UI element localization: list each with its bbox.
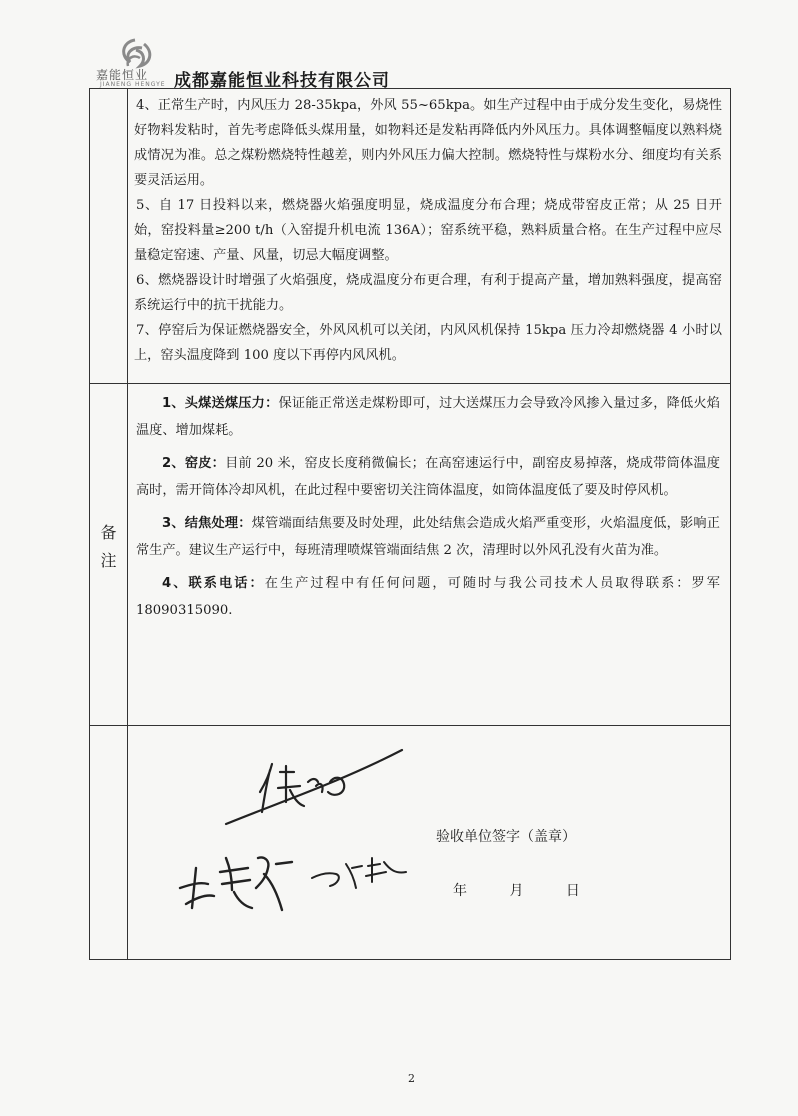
report-table <box>89 88 731 960</box>
remark-1-text: 保证能正常送走煤粉即可，过大送煤压力会导致冷风掺入量过多，降低火焰温度、增加煤耗。 <box>136 396 720 438</box>
note-6: 6、燃烧器设计时增强了火焰强度，烧成温度分布更合理，有利于提高产量，增加熟料强度，提高窑系统运行中的抗干扰能力。 <box>134 273 722 313</box>
remark-1-title: 1、头煤送煤压力： <box>162 396 279 411</box>
remark-4-text: 在生产过程中有任何问题，可随时与我公司技术人员取得联系：罗军 18090315090. <box>136 576 720 618</box>
remark-2-title: 2、窑皮： <box>162 456 226 471</box>
page-number: 2 <box>408 1072 415 1085</box>
remark-4-title: 4、联系电话： <box>162 576 265 591</box>
note-7: 7、停窑后为保证燃烧器安全，外风风机可以关闭，内风风机保持 15kpa 压力冷却燃烧器 4 小时以上，窑头温度降到 100 度以下再停内风风机。 <box>134 323 722 363</box>
handwritten-signature-3 <box>306 848 416 894</box>
remarks-section <box>128 384 728 630</box>
remarks-label: 备 注 <box>100 523 117 570</box>
remark-4 <box>136 570 720 624</box>
remark-3 <box>136 510 720 564</box>
company-name: 成都嘉能恒业科技有限公司 <box>174 71 390 91</box>
remark-1 <box>136 390 720 444</box>
note-4: 4、正常生产时，内风压力 28-35kpa，外风 55~65kpa。如生产过程中由于成分发生变化，易烧性好物料发粘时，首先考虑降低头煤用量，如物料还是发粘再降低内外风压力。具体调整幅度以熟料烧成情况为准。总之煤粉燃烧特性越差，则内外风压力偏大控制。燃烧特性与煤粉水分、细度均有关系要灵活运用。 <box>134 98 722 188</box>
handwritten-signature-1 <box>220 742 410 832</box>
remark-3-text: 煤管端面结焦要及时处理，此处结焦会造成火焰严重变形，火焰温度低，影响正常生产。建议生产运行中，每班清理喷煤管端面结焦 2 次，清理时以外风孔没有火苗为准。 <box>136 516 720 558</box>
note-5: 5、自 17 日投料以来，燃烧器火焰强度明显，烧成温度分布合理；烧成带窑皮正常；从 25 日开始，窑投料量≥200 t/h（入窑提升机电流 136A）；窑系统平稳，熟料质量合格。在生产过程中应尽量稳定窑速、产量、风量，切忌大幅度调整。 <box>134 198 722 263</box>
date-label: 年 月 日 <box>453 883 580 899</box>
logo-subtitle: JIANENG HENGYE <box>100 81 166 88</box>
operation-notes <box>128 89 728 368</box>
remark-2 <box>136 450 720 504</box>
remark-2-text: 目前 20 米，窑皮长度稍微偏长；在高窑速运行中，副窑皮易掉落，烧成带筒体温度高时，需开筒体冷却风机，在此过程中要密切关注筒体温度，如筒体温度低了要及时停风机。 <box>136 456 720 498</box>
signature-label: 验收单位签字（盖章） <box>436 829 576 845</box>
logo-text: 嘉能恒业 <box>96 68 149 82</box>
remark-3-title: 3、结焦处理： <box>162 516 252 531</box>
handwritten-signature-2 <box>172 838 302 918</box>
